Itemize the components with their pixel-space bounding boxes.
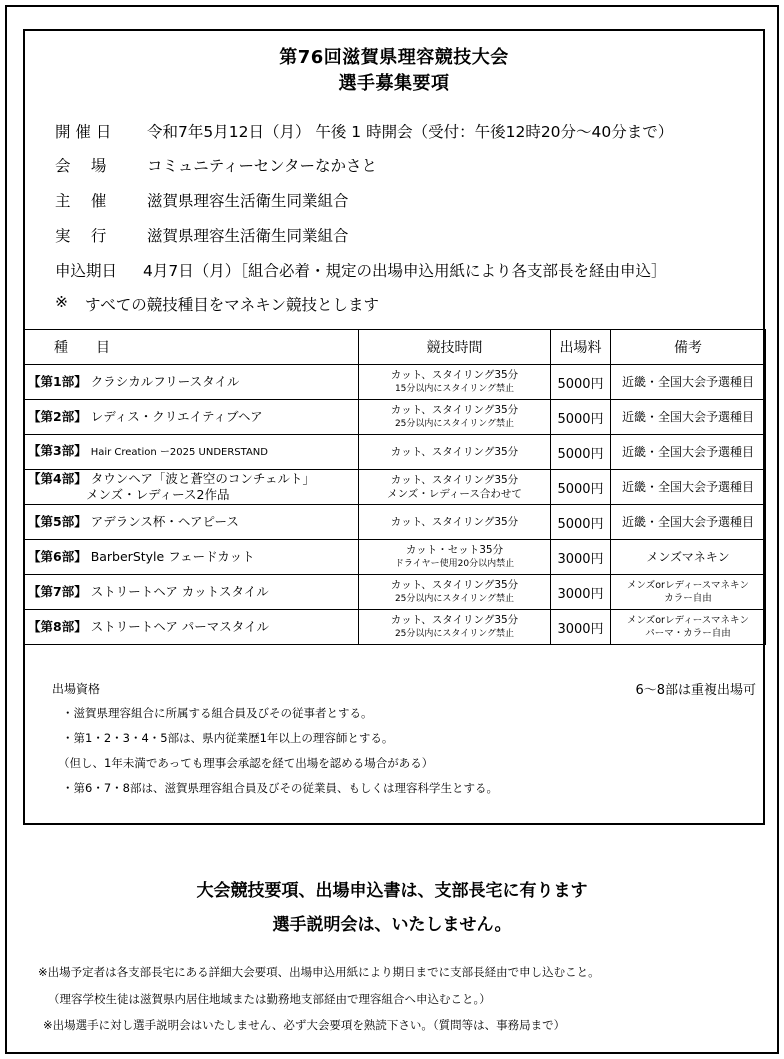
fee-cell: 3000円 xyxy=(551,540,611,575)
time-main: カット、スタイリング35分 xyxy=(390,614,519,626)
table-row xyxy=(24,470,766,505)
note-cell xyxy=(611,575,766,610)
event-label-2: メンズ・レディース2作品 xyxy=(86,487,230,502)
note-cell: 近畿・全国大会予選種目 xyxy=(611,400,766,435)
table-row xyxy=(24,505,766,540)
qualification-title: 出場資格 xyxy=(52,682,101,696)
event-cell xyxy=(24,575,359,610)
qualification-line: ・滋賀県理容組合に所属する組合員及びその従事者とする。 xyxy=(62,706,373,720)
event-label: BarberStyle フェードカット xyxy=(90,549,255,564)
info-label: 主 催 xyxy=(55,192,107,210)
time-sub: 25分以内にスタイリング禁止 xyxy=(394,419,515,429)
event-title: 第76回滋賀県理容競技大会 xyxy=(279,47,509,68)
fee-cell: 5000円 xyxy=(551,435,611,470)
header-event: 種 目 xyxy=(24,330,359,365)
time-main: カット、スタイリング35分 xyxy=(390,516,519,528)
info-label: 会 場 xyxy=(55,157,107,175)
event-cell xyxy=(24,505,359,540)
events-table xyxy=(23,329,766,645)
division-label: 【第2部】 xyxy=(28,409,87,424)
time-sub: メンズ・レディース合わせて xyxy=(387,488,522,500)
time-cell xyxy=(359,610,551,645)
table-row xyxy=(24,400,766,435)
note-cell: メンズマネキン xyxy=(611,540,766,575)
division-label: 【第3部】 xyxy=(28,443,87,458)
note-cell: 近畿・全国大会予選種目 xyxy=(611,435,766,470)
division-label: 【第4部】 xyxy=(28,471,87,486)
time-main: カット、スタイリング35分 xyxy=(390,404,519,416)
event-cell xyxy=(24,470,359,505)
note-mark: ※ xyxy=(55,293,68,311)
multi-entry-note: 6～8部は重複出場可 xyxy=(635,683,756,698)
table-row xyxy=(24,365,766,400)
event-cell xyxy=(24,435,359,470)
event-cell xyxy=(24,365,359,400)
table-row xyxy=(24,435,766,470)
time-sub: ドライヤー使用20分以内禁止 xyxy=(394,559,515,569)
table-row xyxy=(24,610,766,645)
time-cell xyxy=(359,575,551,610)
time-main: カット、スタイリング35分 xyxy=(390,369,519,381)
notice-line-1: 大会競技要項、出場申込書は、支部長宅に有ります xyxy=(196,881,588,901)
info-label: 実 行 xyxy=(55,227,107,245)
time-cell xyxy=(359,365,551,400)
info-row-organizer xyxy=(55,189,349,211)
event-label: ストリートヘア カットスタイル xyxy=(90,584,269,599)
notice-line-2: 選手説明会は、いたしません。 xyxy=(272,915,512,935)
note-main: メンズorレディースマネキン xyxy=(627,580,749,591)
info-row-date xyxy=(55,120,674,142)
table-header-row xyxy=(24,330,766,365)
note-sub: パーマ・カラー自由 xyxy=(645,628,731,639)
event-label: ストリートヘア パーマスタイル xyxy=(90,619,270,634)
header-note: 備考 xyxy=(611,330,766,365)
division-label: 【第8部】 xyxy=(28,619,87,634)
fee-cell: 3000円 xyxy=(551,610,611,645)
event-label: アデランス杯・ヘアピース xyxy=(90,514,239,529)
time-sub: 25分以内にスタイリング禁止 xyxy=(394,594,515,604)
info-row-note xyxy=(55,293,380,314)
note-sub: カラー自由 xyxy=(664,593,712,604)
time-cell xyxy=(359,435,551,470)
event-cell xyxy=(24,610,359,645)
table-row xyxy=(24,575,766,610)
qualification-line: ・第6・7・8部は、滋賀県理容組合員及びその従業員、もしくは理容科学生とする。 xyxy=(62,781,498,795)
event-label: Hair Creation ー2025 UNDERSTAND xyxy=(90,447,268,458)
info-row-venue xyxy=(55,154,378,176)
fee-cell: 5000円 xyxy=(551,470,611,505)
fee-cell: 5000円 xyxy=(551,400,611,435)
time-cell xyxy=(359,505,551,540)
division-label: 【第1部】 xyxy=(28,374,87,389)
event-subtitle: 選手募集要項 xyxy=(338,73,450,94)
info-value: コミュニティーセンターなかさと xyxy=(147,157,378,175)
info-value: 滋賀県理容生活衛生同業組合 xyxy=(147,192,349,210)
fee-cell: 5000円 xyxy=(551,505,611,540)
division-label: 【第7部】 xyxy=(28,584,87,599)
info-value: 令和7年5月12日（月） 午後 1 時開会（受付：午後12時20分～40分まで） xyxy=(147,123,674,141)
header-fee: 出場料 xyxy=(551,330,611,365)
qualification-line: （但し、1年未満であっても理事会承認を経て出場を認める場合がある） xyxy=(58,756,434,770)
info-value: 4月7日（月）［組合必着・規定の出場申込用紙により各支部長を経由申込］ xyxy=(143,262,667,280)
info-label: 開 催 日 xyxy=(55,123,112,141)
division-label: 【第5部】 xyxy=(28,514,87,529)
header-time: 競技時間 xyxy=(359,330,551,365)
fee-cell: 5000円 xyxy=(551,365,611,400)
time-cell xyxy=(359,400,551,435)
fee-cell: 3000円 xyxy=(551,575,611,610)
time-sub: 15分以内にスタイリング禁止 xyxy=(394,384,515,394)
event-label: レディス・クリエイティブヘア xyxy=(90,409,263,424)
event-cell xyxy=(24,540,359,575)
time-main: カット、スタイリング35分 xyxy=(390,579,519,591)
time-main: カット、スタイリング35分 xyxy=(390,446,519,458)
time-main: カット・セット35分 xyxy=(405,544,504,556)
time-cell xyxy=(359,470,551,505)
info-value: 滋賀県理容生活衛生同業組合 xyxy=(147,227,349,245)
info-label: 申込期日 xyxy=(55,262,118,280)
note-main: メンズorレディースマネキン xyxy=(627,615,749,626)
time-main: カット、スタイリング35分 xyxy=(390,474,519,486)
event-label: タウンヘア「波と蒼空のコンチェルト」 xyxy=(90,471,315,486)
table-row xyxy=(24,540,766,575)
time-cell xyxy=(359,540,551,575)
note-cell: 近畿・全国大会予選種目 xyxy=(611,470,766,505)
note-cell xyxy=(611,610,766,645)
event-cell xyxy=(24,400,359,435)
note-cell: 近畿・全国大会予選種目 xyxy=(611,365,766,400)
qualification-line: ・第1・2・3・4・5部は、県内従業歴1年以上の理容師とする。 xyxy=(62,731,394,745)
note-cell: 近畿・全国大会予選種目 xyxy=(611,505,766,540)
event-label: クラシカルフリースタイル xyxy=(90,374,240,389)
info-value: すべての競技種目をマネキン競技とします xyxy=(85,296,380,314)
info-row-deadline xyxy=(55,259,667,281)
footer-line: ※出場選手に対し選手説明会はいたしません、必ず大会要項を熟読下さい。（質問等は、事務局まで） xyxy=(43,1018,566,1032)
division-label: 【第6部】 xyxy=(28,549,87,564)
time-sub: 25分以内にスタイリング禁止 xyxy=(394,629,515,639)
info-row-executor xyxy=(55,224,349,246)
footer-line: （理容学校生徒は滋賀県内居住地域または勤務地支部経由で理容組合へ申込むこと。） xyxy=(48,992,491,1006)
footer-line: ※出場予定者は各支部長宅にある詳細大会要項、出場申込用紙により期日までに支部長経由で申し込むこと。 xyxy=(38,965,600,979)
